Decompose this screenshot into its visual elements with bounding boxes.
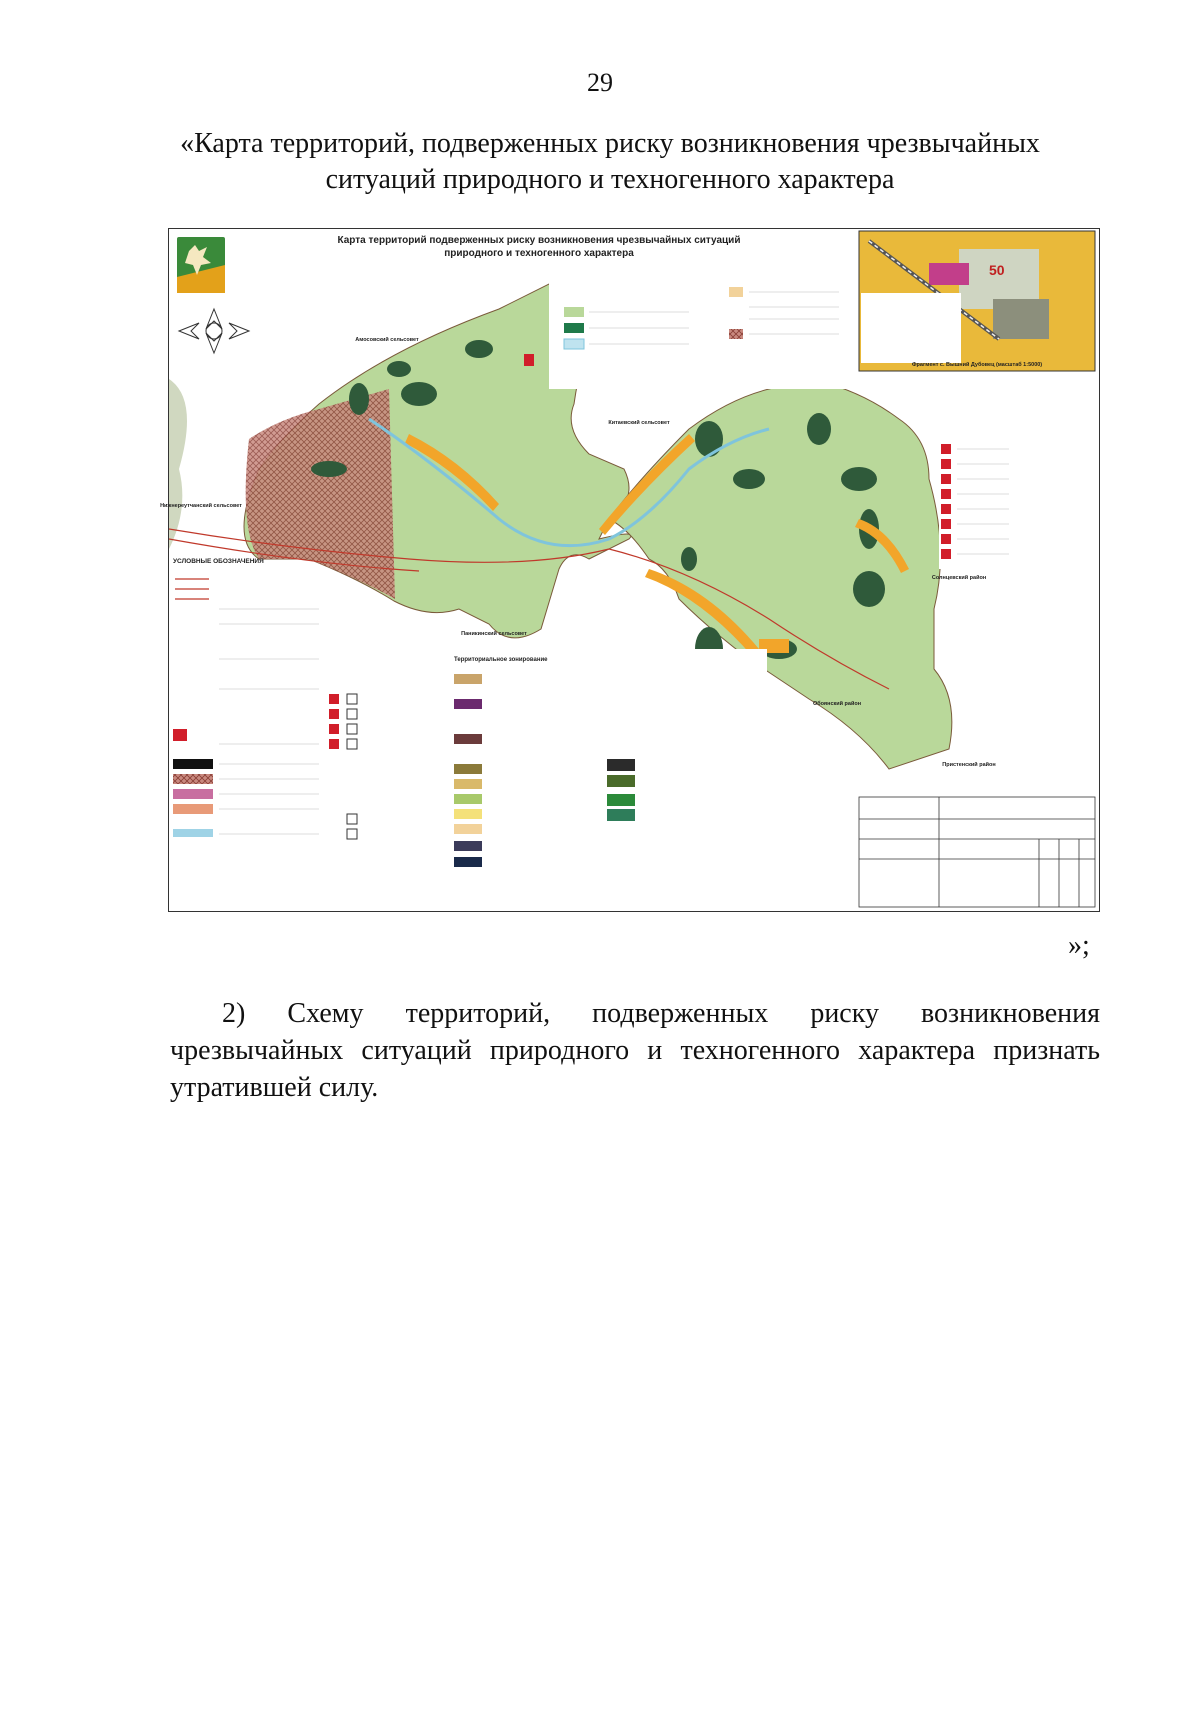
label-panikinsky: Паникинский сельсовет bbox=[461, 631, 527, 637]
closing-quote: »; bbox=[1068, 930, 1090, 961]
zoning-title: Территориальное зонирование bbox=[454, 657, 548, 663]
coat-of-arms-icon bbox=[177, 237, 225, 293]
risk-map bbox=[160, 228, 1100, 912]
map-title-block bbox=[859, 797, 1095, 907]
map-title-line2: природного и техногенного характера bbox=[444, 248, 634, 259]
label-nizhnereutchansky: Нижнереутчанский сельсовет bbox=[160, 503, 242, 509]
map-legend-middle bbox=[327, 649, 767, 907]
map-legend-left bbox=[173, 558, 323, 904]
map-legend-right bbox=[939, 429, 1089, 569]
label-amosovsky: Амосовский сельсовет bbox=[355, 337, 419, 343]
legend-title: УСЛОВНЫЕ ОБОЗНАЧЕНИЯ bbox=[173, 558, 264, 565]
label-pristensky: Пристенский район bbox=[942, 762, 996, 768]
map-legend-zones bbox=[524, 269, 849, 389]
map-title-line1: Карта территорий подверженных риску возникновения чрезвычайных ситуаций bbox=[337, 235, 741, 246]
item-paragraph: 2) Схему территорий, подверженных риску возникновения чрезвычайных ситуаций природного и техногенного характера признать утратившей силу. bbox=[170, 998, 1100, 1103]
label-oboyansky: Обоянский район bbox=[812, 701, 862, 707]
label-kitaevsky: Китаевский сельсовет bbox=[608, 420, 670, 426]
label-solntsevsky: Солнцевский район bbox=[931, 575, 987, 581]
svg-text:50: 50 bbox=[989, 262, 1005, 278]
inset-fragment bbox=[859, 231, 1095, 371]
inset-caption: Фрагмент с. Вышний Дубовец (масштаб 1:5000) bbox=[911, 362, 1043, 368]
document-heading: «Карта территорий, подверженных риску возникновения чрезвычайных ситуаций природного и техногенного характера bbox=[180, 128, 1040, 195]
page-number: 29 bbox=[587, 68, 613, 97]
compass-rose-icon bbox=[179, 309, 249, 353]
